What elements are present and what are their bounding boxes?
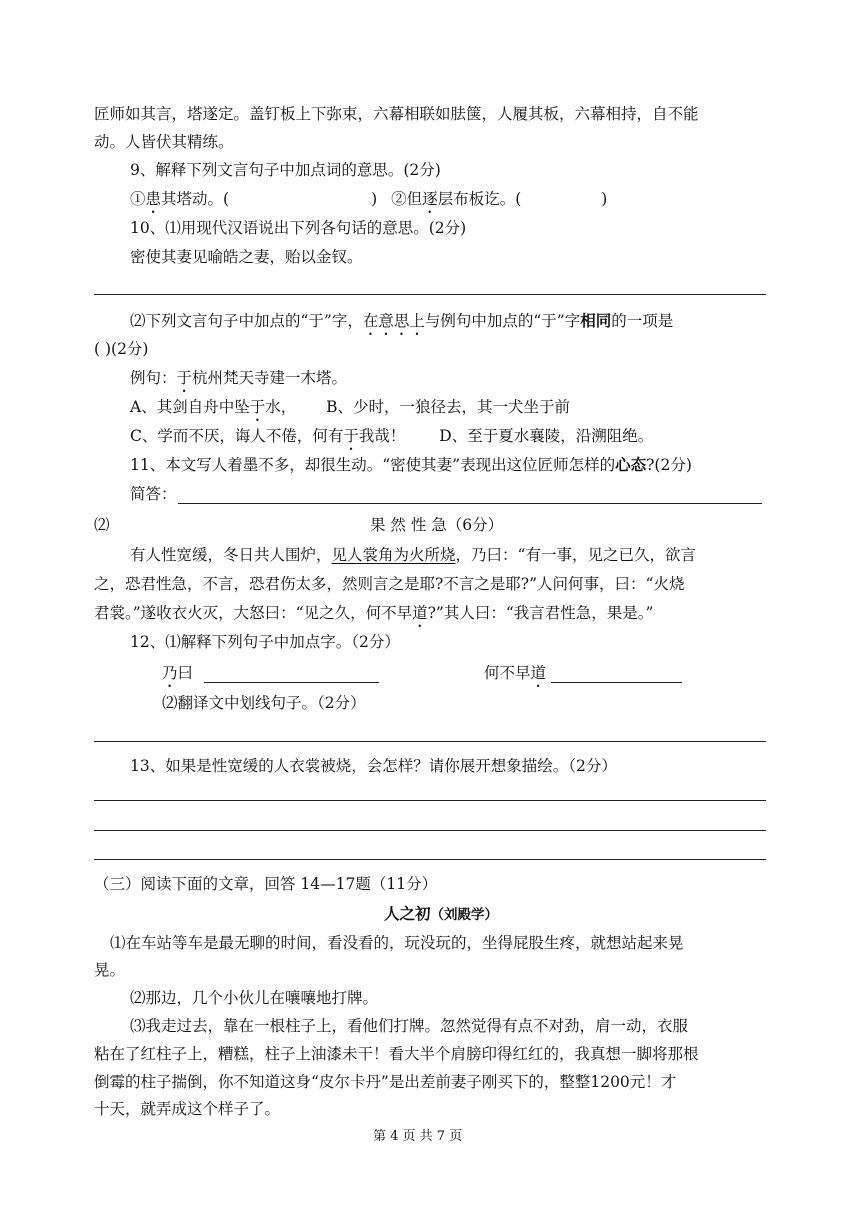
example-sentence: 例句：于杭州梵天寺建一木塔。 xyxy=(130,369,348,387)
options-ab xyxy=(130,396,570,425)
story-line: 有人性宽缓，冬日共人围炉，见人裳角为火所烧，乃曰：“有一事，见之已久，欲言 xyxy=(130,546,696,564)
answer-line xyxy=(94,741,766,742)
question-9: 9、解释下列文言句子中加点词的意思。(2分) xyxy=(130,161,441,179)
answer-line xyxy=(551,682,682,683)
option-d: D、至于夏水襄陵，沿溯阻绝。 xyxy=(439,427,654,445)
option-a: A、其剑自舟中坠于水， xyxy=(130,398,297,416)
article-paragraph: ⑵那边，几个小伙儿在嚷嚷地打牌。 xyxy=(130,989,379,1007)
question-10: 10、⑴用现代汉语说出下列各句话的意思。(2分) xyxy=(130,219,467,237)
article-paragraph: ⑴在车站等车是最无聊的时间，看没看的，玩没玩的，坐得屁股生疼，就想站起来晃 xyxy=(110,934,684,952)
story-line: 君裳。”遂收衣火灭，大怒曰：“见之久，何不早道?”其人曰：“我言君性急，果是。” xyxy=(94,604,654,622)
article-title: 人之初（刘殿学） xyxy=(384,904,499,923)
answer-line xyxy=(94,830,766,831)
article-paragraph: 倒霉的柱子揣倒，你不知道这身“皮尔卡丹”是出差前妻子刚买下的，整整1200元！才 xyxy=(94,1073,677,1091)
question-11: 11、本文写人着墨不多，却很生动。“密使其妻”表现出这位匠师怎样的心态?(2分) xyxy=(130,455,692,474)
answer-line xyxy=(94,294,766,295)
section-title: 果 然 性 急（6分） xyxy=(370,516,504,534)
question-12: 12、⑴解释下列句子中加点字。（2分） xyxy=(130,633,400,651)
question-10-sentence: 密使其妻见喻皓之妻，贻以金钗。 xyxy=(130,248,363,266)
question-13: 13、如果是性宽缓的人衣裳被烧，会怎样？请你展开想象描绘。（2分） xyxy=(130,757,617,775)
article-paragraph: 粘在了红柱子上，糟糕，柱子上油漆未干！看大半个肩膀印得红红的，我真想一脚将那根 xyxy=(94,1045,699,1063)
answer-paren: ( )(2分) xyxy=(94,340,149,358)
word-1: 乃曰 xyxy=(162,664,194,682)
answer-line xyxy=(178,503,762,504)
passage-line: 动。人皆伏其精练。 xyxy=(94,133,234,151)
article-paragraph: ⑶我走过去，靠在一根柱子上，看他们打牌。忽然觉得有点不对劲，肩一动，衣服 xyxy=(130,1017,689,1035)
article-paragraph: 晃。 xyxy=(94,961,126,979)
question-12-part2: ⑵翻译文中划线句子。（2分） xyxy=(162,694,366,712)
question-9-items: ①患其塔动。( ) ②但逐层布板讫。( ) xyxy=(130,190,608,208)
question-10-part2: ⑵下列文言句子中加点的“于”字，在意思上与例句中加点的“于”字相同的一项是 xyxy=(130,311,674,330)
passage-line: 匠师如其言，塔遂定。盖钉板上下弥束，六幕相联如胠箧，人履其板，六幕相持，自不能 xyxy=(94,105,699,123)
answer-line xyxy=(94,859,766,860)
section-number: ⑵ xyxy=(94,516,110,534)
story-line: 之，恐君性急，不言，恐君伤太多，然则言之是耶?不言之是耶?”人问何事，曰：“火烧 xyxy=(94,575,685,593)
section-header: （三）阅读下面的文章，回答 14—17题（11分） xyxy=(94,875,438,893)
options-cd xyxy=(130,425,653,454)
word-2: 何不早道 xyxy=(484,664,547,682)
answer-line xyxy=(94,800,766,801)
article-paragraph: 十天，就弄成这个样子了。 xyxy=(94,1100,281,1118)
answer-line xyxy=(204,682,379,683)
option-b: B、少时，一狼径去，其一犬坐于前 xyxy=(326,398,571,416)
page-footer: 第 4 页 共 7 页 xyxy=(373,1129,463,1144)
option-c: C、学而不厌，诲人不倦，何有于我哉！ xyxy=(130,427,406,445)
answer-label: 简答： xyxy=(130,485,177,503)
